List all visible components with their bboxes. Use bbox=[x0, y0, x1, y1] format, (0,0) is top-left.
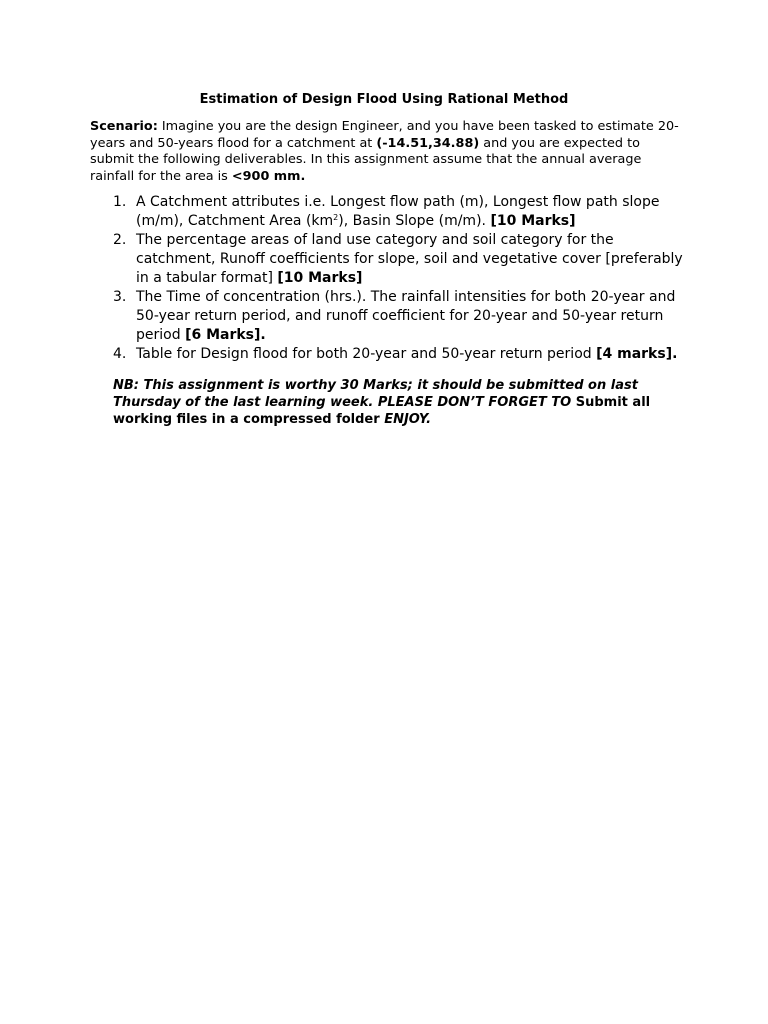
deliverables-list bbox=[113, 193, 683, 364]
deliverable-text: The Time of concentration (hrs.). The rainfall intensities for both 20-year and 50-year return period, and runoff coefficient for 20-year and 50-year return period bbox=[136, 289, 676, 343]
note-plain-text: Submit all working files in a compressed folder bbox=[113, 395, 651, 427]
scenario-paragraph bbox=[90, 119, 682, 185]
deliverable-item-3 bbox=[113, 288, 683, 345]
deliverable-text-cont: ), Basin Slope (m/m). bbox=[338, 213, 491, 229]
deliverable-number: 4. bbox=[113, 346, 127, 362]
deliverable-number: 3. bbox=[113, 289, 127, 305]
catchment-coordinates: (-14.51,34.88) bbox=[376, 135, 480, 151]
annual-rainfall: <900 mm. bbox=[231, 168, 306, 184]
scenario-label: Scenario: bbox=[90, 119, 158, 134]
superscript-2: 2 bbox=[333, 213, 339, 222]
deliverable-marks: [4 marks]. bbox=[596, 346, 678, 362]
deliverable-item-4 bbox=[113, 345, 683, 364]
deliverable-item-1 bbox=[113, 193, 683, 231]
note-italic-text: NB: This assignment is worthy 30 Marks; it should be submitted on last Thursday of the last learning week. PLEASE DON’T FORGET TO bbox=[113, 378, 638, 410]
deliverable-number: 1. bbox=[113, 194, 127, 210]
deliverable-marks: [6 Marks]. bbox=[185, 327, 266, 343]
deliverable-text: A Catchment attributes i.e. Longest flow path (m), Longest flow path slope (m/m), Catchment Area (km bbox=[136, 194, 660, 229]
scenario-text-1: Imagine you are the design Engineer, and you have been tasked to estimate 20-years and 50-years flood for a catchment at bbox=[90, 119, 679, 151]
deliverable-text: Table for Design flood for both 20-year and 50-year return period bbox=[136, 346, 597, 362]
scenario-text-2: and you are expected to submit the following deliverables. In this assignment assume that the annual average rainfall for the area is bbox=[90, 135, 642, 184]
deliverable-item-2 bbox=[113, 231, 683, 288]
deliverable-marks: [10 Marks] bbox=[277, 270, 363, 286]
deliverable-text: The percentage areas of land use category and soil category for the catchment, Runoff coefficients for slope, soil and vegetative cover [preferably in a tabular format] bbox=[136, 232, 683, 286]
deliverable-marks: [10 Marks] bbox=[490, 213, 576, 229]
deliverable-number: 2. bbox=[113, 232, 127, 248]
document-title: Estimation of Design Flood Using Rational Method bbox=[199, 92, 569, 107]
note-enjoy-text: ENJOY. bbox=[384, 412, 432, 427]
submission-note bbox=[113, 377, 703, 428]
